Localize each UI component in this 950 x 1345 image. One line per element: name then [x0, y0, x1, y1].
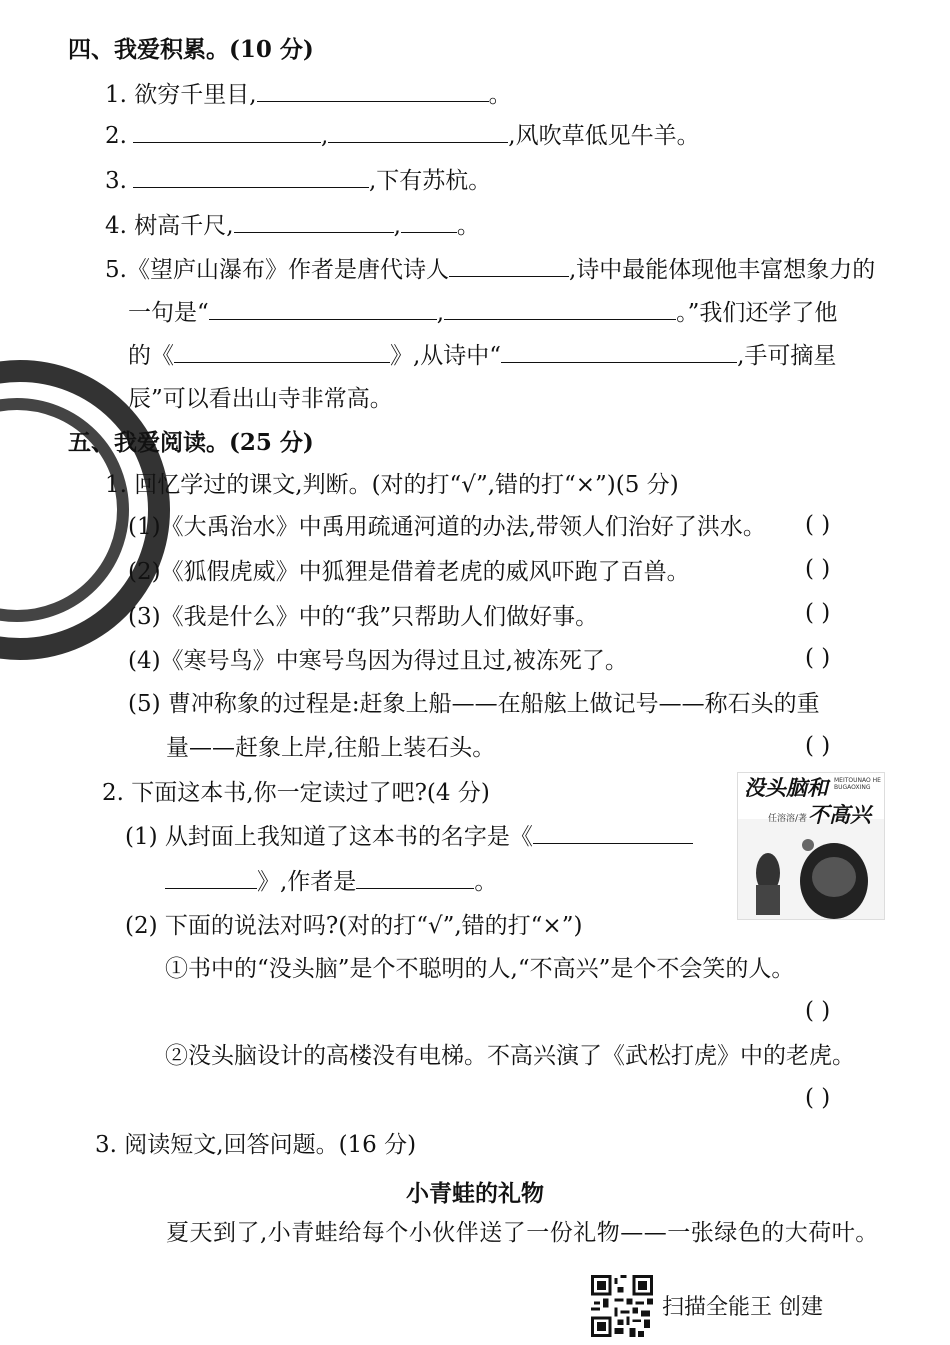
- q5-2-item1: ①书中的“没头脑”是个不聪明的人,“不高兴”是个不会笑的人。: [165, 956, 795, 982]
- answer-blank[interactable]: [165, 867, 257, 889]
- answer-paren[interactable]: ( ): [805, 645, 831, 671]
- answer-paren[interactable]: ( ): [805, 600, 831, 626]
- book-title-2: 不高兴: [808, 802, 871, 827]
- answer-paren[interactable]: ( ): [805, 733, 831, 759]
- book-english-title: MEITOUNAO HE BUGAOXING: [834, 777, 881, 791]
- q5-3-heading: 3. 阅读短文,回答问题。(16 分): [95, 1132, 417, 1158]
- q5-2-sub1-text: (1) 从封面上我知道了这本书的名字是《: [125, 824, 533, 850]
- q5-2-sub1-text: 。: [474, 869, 498, 895]
- q5-2-item2: ②没头脑设计的高楼没有电梯。不高兴演了《武松打虎》中的老虎。: [165, 1043, 855, 1069]
- q5-1-item: (3)《我是什么》中的“我”只帮助人们做好事。: [128, 604, 599, 630]
- answer-blank[interactable]: [533, 822, 693, 844]
- q4-3: [105, 166, 491, 196]
- q5-2-heading: 2. 下面这本书,你一定读过了吧?(4 分): [102, 780, 490, 806]
- q4-4-suffix: 。: [456, 213, 480, 239]
- q4-1-prefix: 1. 欲穷千里目,: [105, 82, 257, 108]
- q4-5-text: 一句是“: [128, 300, 209, 326]
- q4-5-text: ,: [436, 300, 445, 326]
- q4-5-line4: 辰”可以看出山寺非常高。: [128, 386, 393, 412]
- q5-1-item: (2)《狐假虎威》中狐狸是借着老虎的威风吓跑了百兽。: [128, 559, 690, 585]
- q5-2-sub2: (2) 下面的说法对吗?(对的打“√”,错的打“×”): [125, 913, 583, 939]
- answer-blank[interactable]: [209, 298, 437, 320]
- q4-4-prefix: 4. 树高千尺,: [105, 213, 234, 239]
- q5-1-item-cont: 量——赶象上岸,往船上装石头。: [166, 735, 496, 761]
- answer-blank[interactable]: [449, 255, 569, 277]
- section5-heading: 五、我爱阅读。(25 分): [68, 429, 314, 456]
- answer-blank[interactable]: [234, 211, 394, 233]
- q4-2-prefix: 2.: [105, 123, 127, 149]
- q5-2-sub1-text: 》,作者是: [257, 869, 357, 895]
- q4-3-prefix: 3.: [105, 168, 127, 194]
- answer-blank[interactable]: [444, 298, 676, 320]
- answer-blank[interactable]: [501, 341, 737, 363]
- answer-blank[interactable]: [133, 166, 369, 188]
- q4-5-text: ,诗中最能体现他丰富想象力的: [568, 257, 876, 283]
- q5-2-sub1: [125, 822, 693, 852]
- answer-paren[interactable]: ( ): [805, 512, 831, 538]
- q5-1-heading: 1. 回忆学过的课文,判断。(对的打“√”,错的打“×”)(5 分): [105, 472, 679, 498]
- answer-blank[interactable]: [133, 121, 321, 143]
- q4-5-text: 的《: [128, 343, 174, 369]
- scanner-brand-text: 扫描全能王 创建: [662, 1295, 823, 1320]
- q4-5-text: 。”我们还学了他: [676, 300, 838, 326]
- q5-1-item: (1)《大禹治水》中禹用疏通河道的办法,带领人们治好了洪水。: [128, 514, 766, 540]
- q4-2: [105, 121, 700, 151]
- q4-5-text: ,手可摘星: [737, 343, 837, 369]
- q4-4-mid: ,: [393, 213, 401, 239]
- q4-5-line1: [105, 255, 875, 285]
- q4-2-mid: ,: [320, 123, 329, 149]
- q4-1: [105, 80, 512, 110]
- passage-paragraph: 夏天到了,小青蛙给每个小伙伴送了一份礼物——一张绿色的大荷叶。: [166, 1220, 879, 1246]
- answer-blank[interactable]: [401, 211, 457, 233]
- q4-5-text: 5.《望庐山瀑布》作者是唐代诗人: [105, 257, 449, 283]
- answer-paren[interactable]: ( ): [805, 1085, 831, 1111]
- q4-1-suffix: 。: [488, 82, 512, 108]
- answer-blank[interactable]: [174, 341, 390, 363]
- q5-1-item: (4)《寒号鸟》中寒号鸟因为得过且过,被冻死了。: [128, 648, 628, 674]
- answer-blank[interactable]: [257, 80, 489, 102]
- q4-5-text: 》,从诗中“: [390, 343, 502, 369]
- qr-code-icon: [591, 1275, 653, 1337]
- section4-heading: 四、我爱积累。(10 分): [68, 36, 314, 63]
- answer-blank[interactable]: [328, 121, 508, 143]
- q5-1-item: (5) 曹冲称象的过程是:赶象上船——在船舷上做记号——称石头的重: [128, 691, 820, 717]
- answer-paren[interactable]: ( ): [805, 556, 831, 582]
- q4-3-suffix: ,下有苏杭。: [368, 168, 492, 194]
- q4-5-line3: [128, 341, 836, 371]
- book-author: 任溶溶/著: [768, 814, 808, 824]
- book-cover-image: [737, 772, 885, 920]
- book-title-1: 没头脑和: [744, 775, 828, 800]
- q5-2-sub1-cont: [165, 867, 497, 897]
- q4-2-suffix: ,风吹草低见牛羊。: [508, 123, 700, 149]
- answer-paren[interactable]: ( ): [805, 998, 831, 1024]
- passage-title: 小青蛙的礼物: [406, 1181, 544, 1207]
- answer-blank[interactable]: [356, 867, 474, 889]
- q4-5-line2: [128, 298, 837, 328]
- q4-4: [105, 211, 480, 241]
